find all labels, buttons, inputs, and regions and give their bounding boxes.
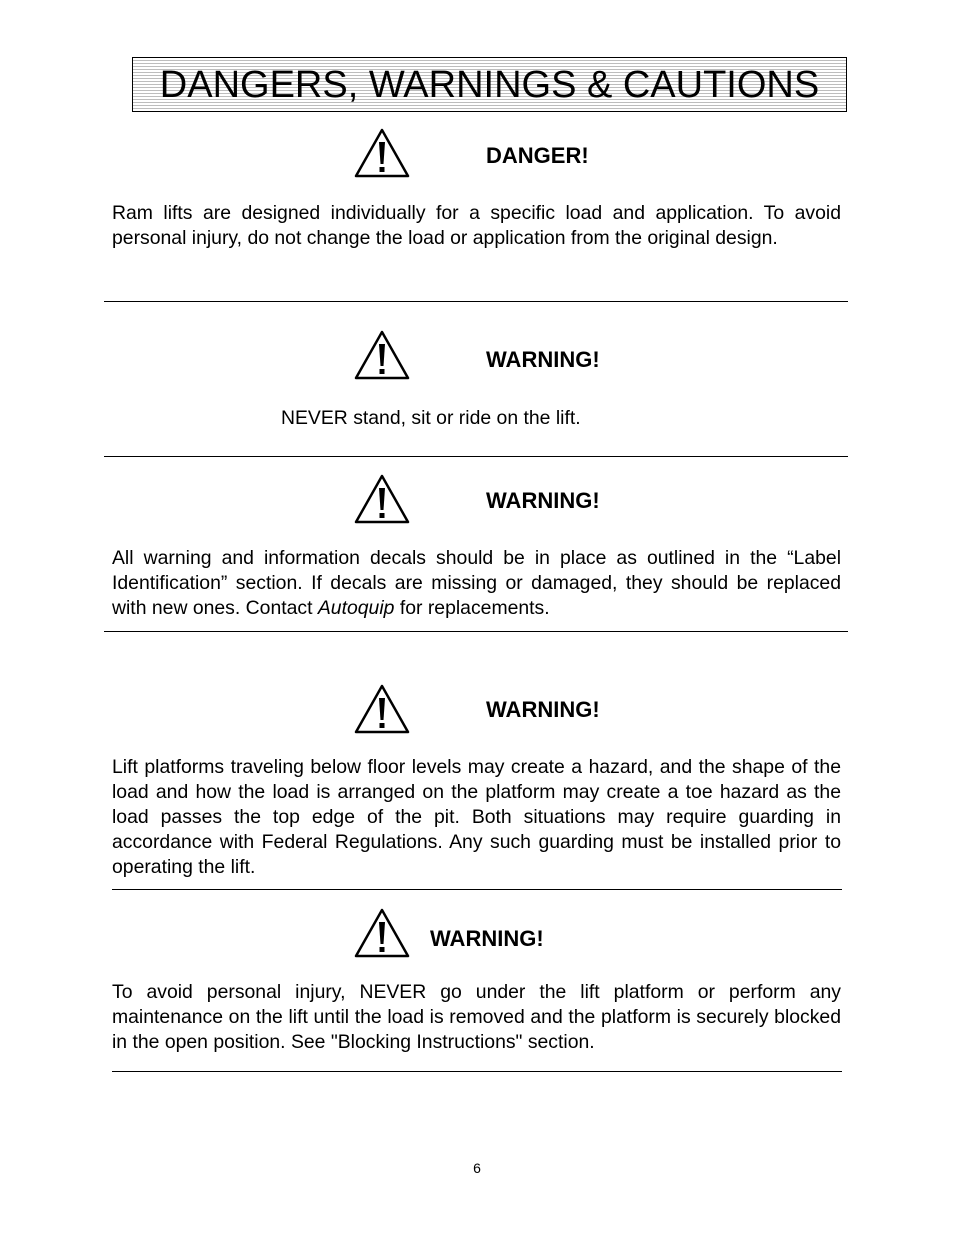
- warning-triangle-icon: [354, 474, 410, 524]
- page-title: DANGERS, WARNINGS & CAUTIONS: [159, 63, 820, 106]
- decals-text-end: for replacements.: [394, 597, 550, 619]
- section-text-warning-decals: [112, 546, 841, 621]
- warning-triangle-icon: [354, 330, 410, 380]
- divider: [104, 301, 848, 302]
- section-heading-danger: DANGER!: [486, 143, 589, 168]
- page-number: 6: [473, 1160, 481, 1176]
- section-text-warning-platforms: Lift platforms traveling below floor levels may create a hazard, and the shape of the load and how the load is arranged on the platform may create a toe hazard as the load passes the top edge of the pit. Both situations may require guarding in accordance with Federal Regulations. Any such guarding must be installed prior to operating the lift.: [112, 756, 841, 878]
- section-heading-warning-under: WARNING!: [430, 926, 544, 951]
- divider: [112, 889, 842, 890]
- section-text-warning-under: To avoid personal injury, NEVER go under the lift platform or perform any maintenance on the lift until the load is removed and the platform is securely blocked in the open position. See "Blocking Instructions" section.: [112, 981, 841, 1053]
- warning-triangle-icon: [354, 908, 410, 958]
- title-box: [132, 57, 847, 112]
- brand-name: Autoquip: [317, 597, 395, 619]
- section-text-warning-ride: NEVER stand, sit or ride on the lift.: [281, 407, 581, 429]
- warning-triangle-icon: [354, 684, 410, 734]
- divider: [104, 631, 848, 632]
- warning-triangle-icon: [354, 128, 410, 178]
- section-text-danger: Ram lifts are designed individually for a specific load and application. To avoid personal injury, do not change the load or application from the original design.: [112, 202, 841, 249]
- section-heading-warning-ride: WARNING!: [486, 347, 600, 372]
- section-heading-warning-platforms: WARNING!: [486, 697, 600, 722]
- divider: [112, 1071, 842, 1072]
- section-heading-warning-decals: WARNING!: [486, 488, 600, 513]
- decals-text: All warning and information decals should be in place as outlined in the “Label Identification” section. If decals are missing or damaged, they should be replaced with new ones. Contact: [112, 547, 841, 619]
- divider: [104, 456, 848, 457]
